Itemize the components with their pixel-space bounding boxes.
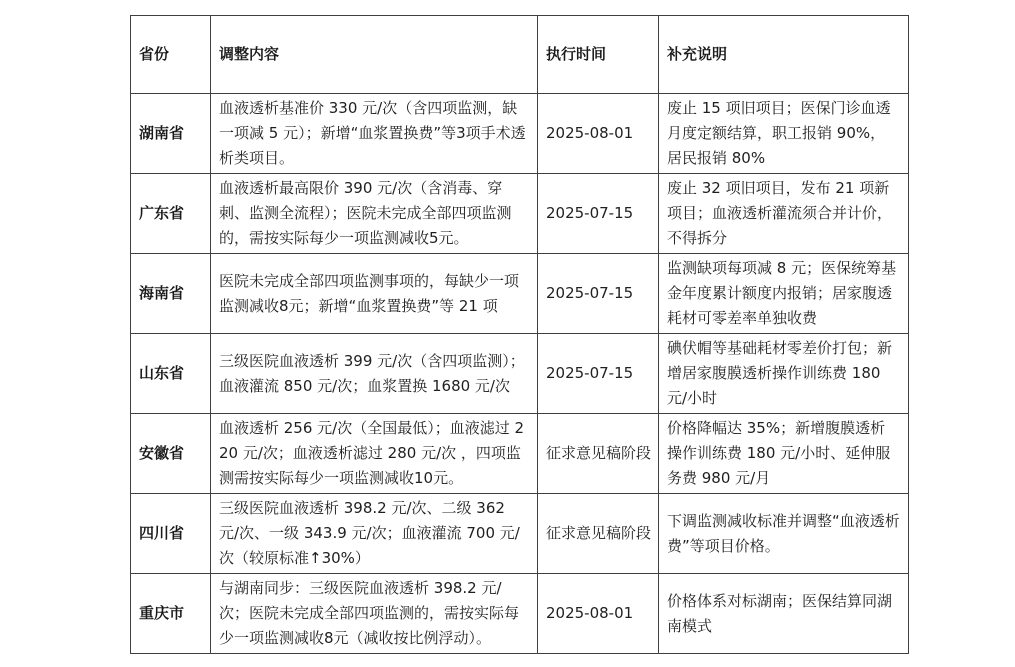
notes-cell: 废止 15 项旧项目；医保门诊血透月度定额结算，职工报销 90%，居民报销 80% (659, 94, 909, 174)
effective-date-cell: 2025-08-01 (538, 94, 659, 174)
col-header-province: 省份 (131, 16, 211, 94)
effective-date-cell: 2025-07-15 (538, 254, 659, 334)
effective-date-cell: 2025-07-15 (538, 334, 659, 414)
province-cell: 山东省 (131, 334, 211, 414)
notes-cell: 碘伏帽等基础耗材零差价打包；新增居家腹膜透析操作训练费 180 元/小时 (659, 334, 909, 414)
adjustment-cell: 血液透析最高限价 390 元/次（含消毒、穿刺、监测全流程）；医院未完成全部四项监测的，需按实际每少一项监测减收5元。 (211, 174, 538, 254)
province-cell: 湖南省 (131, 94, 211, 174)
adjustment-cell: 血液透析 256 元/次（全国最低）；血液滤过 220 元/次；血液透析滤过 280 元/次 ，四项监测需按实际每少一项监测减收10元。 (211, 414, 538, 494)
province-cell: 重庆市 (131, 574, 211, 654)
effective-date-cell: 2025-08-01 (538, 574, 659, 654)
notes-cell: 价格降幅达 35%；新增腹膜透析操作训练费 180 元/小时、延伸服务费 980 元/月 (659, 414, 909, 494)
notes-cell: 价格体系对标湖南；医保结算同湖南模式 (659, 574, 909, 654)
effective-date-cell: 2025-07-15 (538, 174, 659, 254)
adjustment-cell: 三级医院血液透析 399 元/次（含四项监测）；血液灌流 850 元/次；血浆置换 1680 元/次 (211, 334, 538, 414)
table-row (131, 94, 909, 174)
table-row (131, 334, 909, 414)
province-cell: 四川省 (131, 494, 211, 574)
table-header-row (131, 16, 909, 94)
province-cell: 海南省 (131, 254, 211, 334)
adjustment-cell: 血液透析基准价 330 元/次（含四项监测，缺一项减 5 元）；新增“血浆置换费”等3项手术透析类项目。 (211, 94, 538, 174)
province-cell: 广东省 (131, 174, 211, 254)
table-row (131, 574, 909, 654)
col-header-notes: 补充说明 (659, 16, 909, 94)
adjustment-cell: 与湖南同步：三级医院血液透析 398.2 元/次；医院未完成全部四项监测的，需按实际每少一项监测减收8元（减收按比例浮动）。 (211, 574, 538, 654)
adjustment-cell: 医院未完成全部四项监测事项的，每缺少一项监测减收8元；新增“血浆置换费”等 21 项 (211, 254, 538, 334)
table-row (131, 494, 909, 574)
table-row (131, 174, 909, 254)
notes-cell: 废止 32 项旧项目，发布 21 项新项目；血液透析灌流须合并计价，不得拆分 (659, 174, 909, 254)
col-header-adjustment: 调整内容 (211, 16, 538, 94)
notes-cell: 监测缺项每项减 8 元；医保统筹基金年度累计额度内报销；居家腹透耗材可零差率单独收费 (659, 254, 909, 334)
effective-date-cell: 征求意见稿阶段 (538, 494, 659, 574)
dialysis-pricing-table (130, 15, 909, 654)
adjustment-cell: 三级医院血液透析 398.2 元/次、二级 362 元/次、一级 343.9 元/次；血液灌流 700 元/次（较原标准↑30%） (211, 494, 538, 574)
notes-cell: 下调监测减收标准并调整“血液透析费”等项目价格。 (659, 494, 909, 574)
col-header-effective-date: 执行时间 (538, 16, 659, 94)
effective-date-cell: 征求意见稿阶段 (538, 414, 659, 494)
province-cell: 安徽省 (131, 414, 211, 494)
table-row (131, 414, 909, 494)
table-row (131, 254, 909, 334)
